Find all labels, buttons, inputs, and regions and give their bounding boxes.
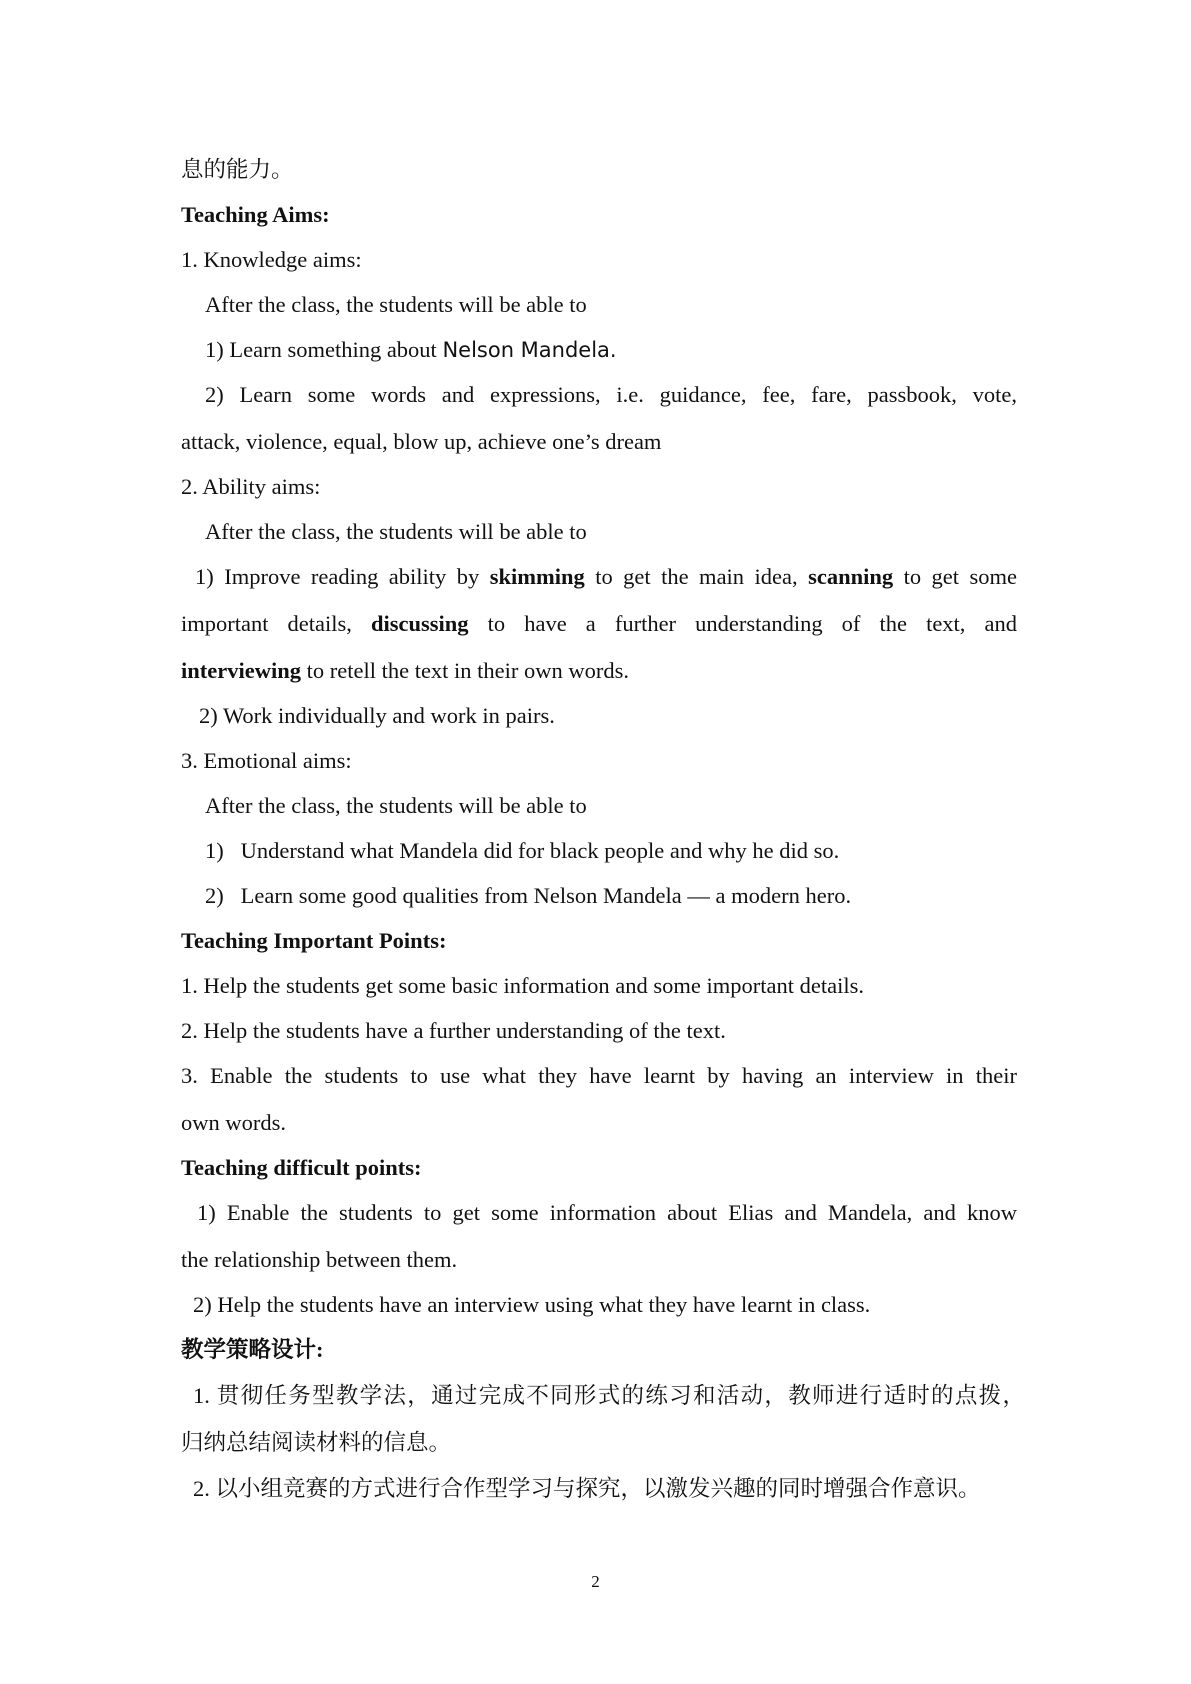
discussing-keyword: discussing — [371, 611, 469, 636]
ability-aim-1-line-3 — [181, 656, 1017, 686]
ability-aim-1-text-e: to have a further understanding of the text, and — [468, 611, 1017, 636]
page-number: 2 — [591, 1572, 600, 1591]
heading-difficult-points: Teaching difficult points: — [181, 1155, 422, 1180]
ability-aim-1-line-2 — [181, 609, 1017, 639]
emotional-aim-1: 1) Understand what Mandela did for black people and why he did so. — [205, 838, 840, 863]
important-point-1: 1. Help the students get some basic information and some important details. — [181, 973, 864, 998]
interviewing-keyword: interviewing — [181, 658, 301, 683]
ability-aim-2: 2) Work individually and work in pairs. — [199, 703, 555, 728]
emotional-aims-title: 3. Emotional aims: — [181, 748, 352, 773]
heading-teaching-aims: Teaching Aims: — [181, 202, 330, 227]
ability-aim-1-text-d: important details, — [181, 611, 371, 636]
knowledge-aims-title: 1. Knowledge aims: — [181, 247, 362, 272]
emotional-aim-2: 2) Learn some good qualities from Nelson Mandela — a modern hero. — [205, 883, 852, 908]
difficult-point-1-line-1: 1) Enable the students to get some information about Elias and Mandela, and know — [197, 1200, 1017, 1225]
nelson-mandela-name: Nelson Mandela. — [442, 338, 617, 362]
strategy-2: 2. 以小组竞赛的方式进行合作型学习与探究，以激发兴趣的同时增强合作意识。 — [193, 1476, 981, 1501]
paragraph-continuation: 息的能力。 — [181, 157, 294, 182]
knowledge-aims-intro: After the class, the students will be able to — [205, 292, 587, 317]
knowledge-aim-1 — [205, 335, 1041, 365]
important-point-3-line-1: 3. Enable the students to use what they have learnt by having an interview in their — [181, 1063, 1017, 1088]
knowledge-aim-1-text: 1) Learn something about — [205, 337, 443, 362]
heading-important-points: Teaching Important Points: — [181, 928, 447, 953]
ability-aims-intro: After the class, the students will be able to — [205, 519, 587, 544]
strategy-1-line-2: 归纳总结阅读材料的信息。 — [181, 1430, 452, 1455]
important-point-2: 2. Help the students have a further understanding of the text. — [181, 1018, 726, 1043]
ability-aim-1-text-b: to get the main idea, — [584, 564, 809, 589]
difficult-point-2: 2) Help the students have an interview using what they have learnt in class. — [193, 1292, 871, 1317]
ability-aim-1-line-1 — [195, 562, 1017, 592]
emotional-aims-intro: After the class, the students will be able to — [205, 793, 587, 818]
knowledge-aim-2-line-1: 2) Learn some words and expressions, i.e. guidance, fee, fare, passbook, vote, — [205, 382, 1017, 407]
heading-strategy-design: 教学策略设计: — [181, 1337, 324, 1362]
ability-aims-title: 2. Ability aims: — [181, 474, 321, 499]
skimming-keyword: skimming — [489, 564, 585, 589]
ability-aim-1-text-a: 1) Improve reading ability by — [195, 564, 490, 589]
knowledge-aim-2-line-2: attack, violence, equal, blow up, achieve one’s dream — [181, 429, 662, 454]
strategy-1-line-1: 1. 贯彻任务型教学法，通过完成不同形式的练习和活动，教师进行适时的点拨， — [193, 1383, 1025, 1408]
ability-aim-1-text-c: to get some — [893, 564, 1017, 589]
ability-aim-1-text-f: to retell the text in their own words. — [300, 658, 630, 683]
difficult-point-1-line-2: the relationship between them. — [181, 1247, 458, 1272]
important-point-3-line-2: own words. — [181, 1110, 286, 1135]
scanning-keyword: scanning — [808, 564, 894, 589]
